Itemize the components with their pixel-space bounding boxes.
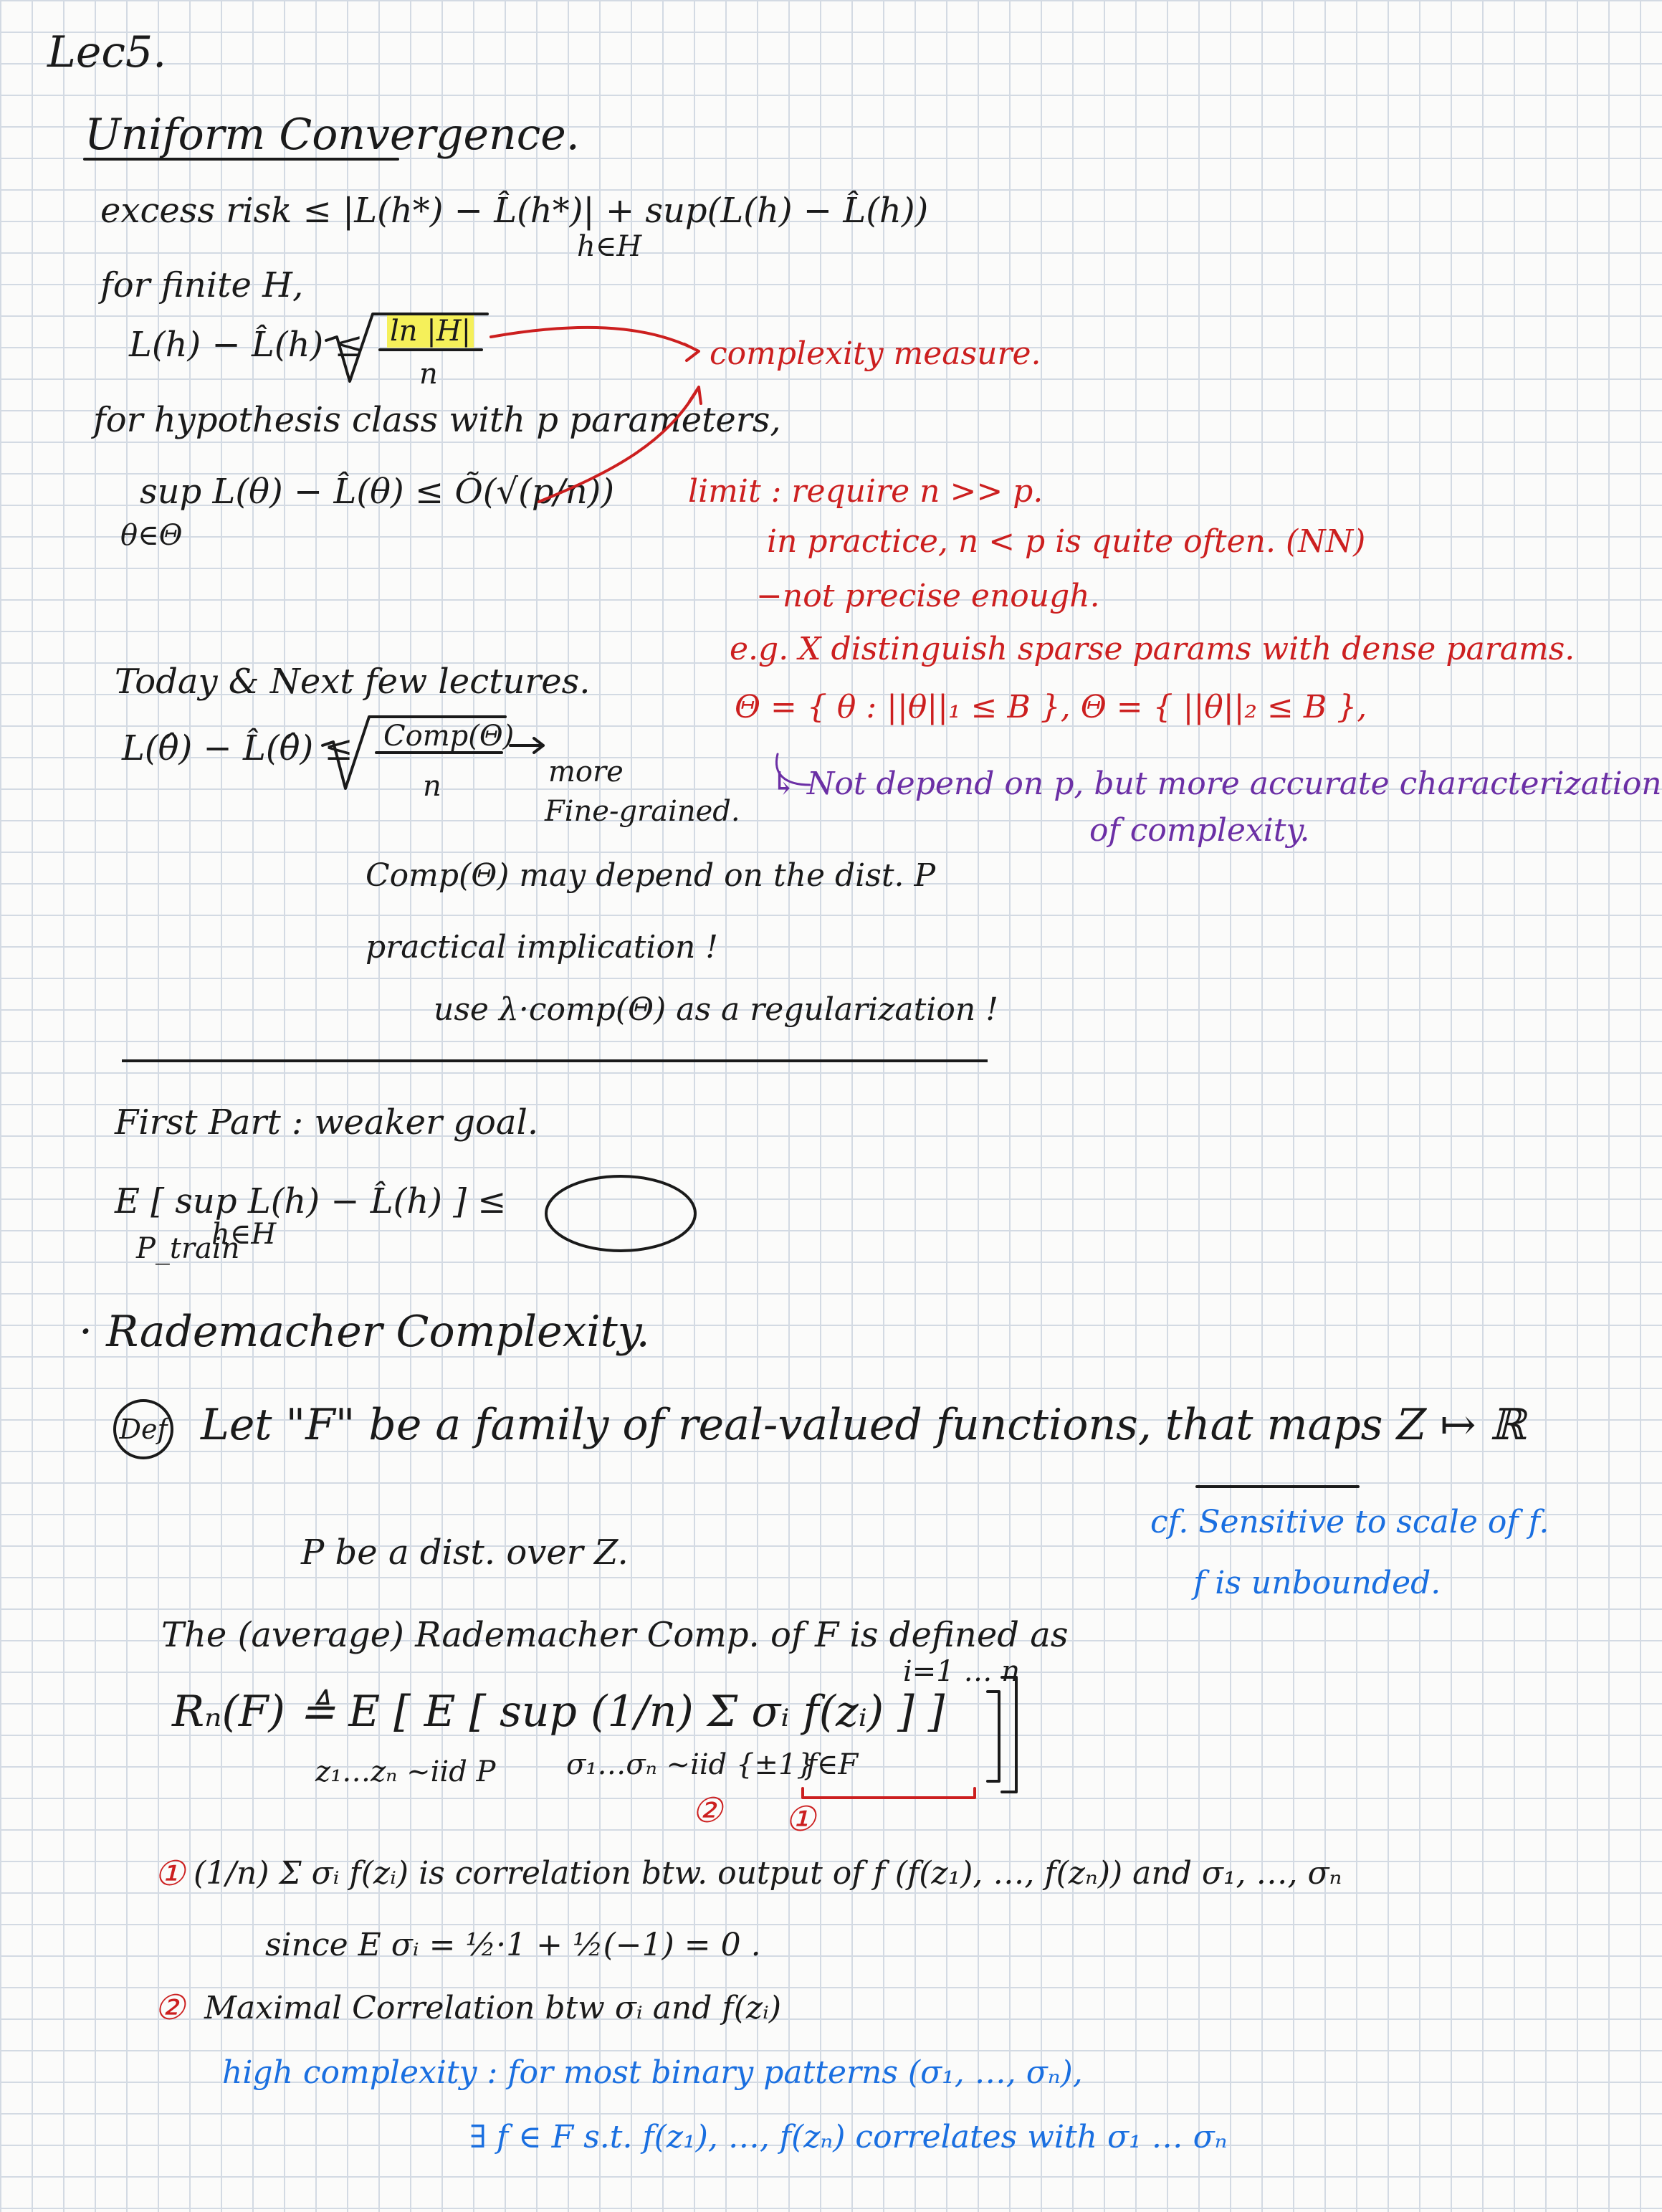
finite-bound-denominator: n xyxy=(419,358,438,391)
complexity-measure-label: complexity measure. xyxy=(710,335,1041,372)
placeholder-ellipse xyxy=(546,1176,695,1251)
lecture-title: Lec5. xyxy=(47,27,167,77)
maximal-correlation-note: Maximal Correlation btw σᵢ and f(zᵢ) xyxy=(204,1990,782,2026)
arrow-fine-grained xyxy=(510,738,543,753)
note-1-marker: ① xyxy=(154,1854,186,1894)
sparse-vs-dense-note: e.g. X distinguish sparse params with dense params. xyxy=(730,631,1575,667)
not-precise-note: −not precise enough. xyxy=(756,578,1100,614)
finite-h-label: for finite H, xyxy=(100,265,304,305)
rademacher-formula: Rₙ(F) ≜ E [ E [ sup (1/n) Σ σᵢ f(zᵢ) ] ] xyxy=(172,1687,945,1737)
formula-sum-range: i=1 … n xyxy=(903,1655,1020,1688)
high-complexity-note-1: high complexity : for most binary patterns (σ₁, …, σₙ), xyxy=(222,2054,1083,2091)
today-bound-lhs: L(θ̂) − L̂(θ̂) ≤ xyxy=(122,728,353,768)
limit-note: limit : require n >> p. xyxy=(688,473,1043,510)
not-depend-on-p-note: ↳ Not depend on p, but more accurate characterization xyxy=(770,766,1662,802)
in-practice-note: in practice, n < p is quite often. (NN) xyxy=(767,523,1366,560)
sup-parameter-bound: sup L(θ) − L̂(θ) ≤ Õ(√(p/n)) xyxy=(140,472,615,512)
of-complexity-note: of complexity. xyxy=(1089,812,1310,849)
section-heading-uniform-convergence: Uniform Convergence. xyxy=(85,110,580,160)
bracket-inner-right xyxy=(988,1692,999,1781)
p-distribution-line: P be a dist. over Z. xyxy=(301,1532,629,1573)
regularization-note: use λ·comp(Θ) as a regularization ! xyxy=(434,991,998,1028)
marker-1-formula: ① xyxy=(785,1799,816,1839)
definition-badge: Def xyxy=(113,1399,173,1459)
p-parameters-label: for hypothesis class with p parameters, xyxy=(93,400,781,440)
sup-theta-subscript: θ∈Θ xyxy=(120,519,183,552)
expected-sup-inequality: E [ sup L(h) − L̂(h) ] ≤ xyxy=(115,1181,507,1221)
first-part-heading: First Part : weaker goal. xyxy=(115,1102,539,1143)
today-bound-denominator: n xyxy=(423,770,441,803)
formula-subscript-sigma: σ₁…σₙ ~iid {±1} xyxy=(566,1748,815,1781)
definition-line: Let "F" be a family of real-valued functions, that maps Z ↦ ℝ xyxy=(201,1400,1526,1450)
excess-risk-sup-subscript: h∈H xyxy=(577,230,642,263)
rademacher-heading: · Rademacher Complexity. xyxy=(79,1307,650,1357)
finite-bound-numerator: ln |H| xyxy=(387,315,474,347)
scale-sensitive-note: cf. Sensitive to scale of f. xyxy=(1150,1504,1549,1540)
practical-implication-note: practical implication ! xyxy=(366,929,718,966)
note-2-marker: ② xyxy=(154,1988,186,2028)
formula-subscript-z: z₁…zₙ ~iid P xyxy=(315,1755,496,1788)
unbounded-note: f is unbounded. xyxy=(1193,1565,1441,1601)
arrow-finite-to-complexity xyxy=(491,328,699,361)
formula-subscript-f: f∈F xyxy=(806,1748,859,1781)
marker-2-formula: ② xyxy=(692,1791,723,1831)
finite-bound-lhs: L(h) − L̂(h) ≤ xyxy=(129,325,363,365)
expectation-subscript: P_train xyxy=(136,1232,240,1265)
today-bound-numerator: Comp(Θ) xyxy=(383,720,515,753)
expectation-sigma-note: since E σᵢ = ½·1 + ½(−1) = 0 . xyxy=(265,1927,761,1963)
bracket-outer-right xyxy=(1002,1677,1016,1792)
today-heading: Today & Next few lectures. xyxy=(115,662,591,702)
section-divider xyxy=(122,1059,988,1062)
correlation-note: (1/n) Σ σᵢ f(zᵢ) is correlation btw. output of f (f(z₁), …, f(zₙ)) and σ₁, …, σₙ xyxy=(194,1855,1342,1892)
excess-risk-inequality: excess risk ≤ |L(h*) − L̂(h*)| + sup(L(h) − L̂(h)) xyxy=(100,191,929,231)
more-fine-grained-2: Fine-grained. xyxy=(545,795,740,828)
underbrace-sum xyxy=(803,1788,975,1798)
high-complexity-note-2: ∃ f ∈ F s.t. f(z₁), …, f(zₙ) correlates with σ₁ … σₙ xyxy=(469,2119,1228,2155)
comp-depends-note: Comp(Θ) may depend on the dist. P xyxy=(366,857,936,894)
average-rademacher-line: The (average) Rademacher Comp. of F is defined as xyxy=(161,1615,1069,1655)
more-fine-grained-1: more xyxy=(548,755,624,788)
expected-sup-subscript: h∈H xyxy=(211,1218,277,1251)
theta-norm-sets: Θ = { θ : ||θ||₁ ≤ B }, Θ = { ||θ||₂ ≤ B }, xyxy=(735,689,1367,725)
